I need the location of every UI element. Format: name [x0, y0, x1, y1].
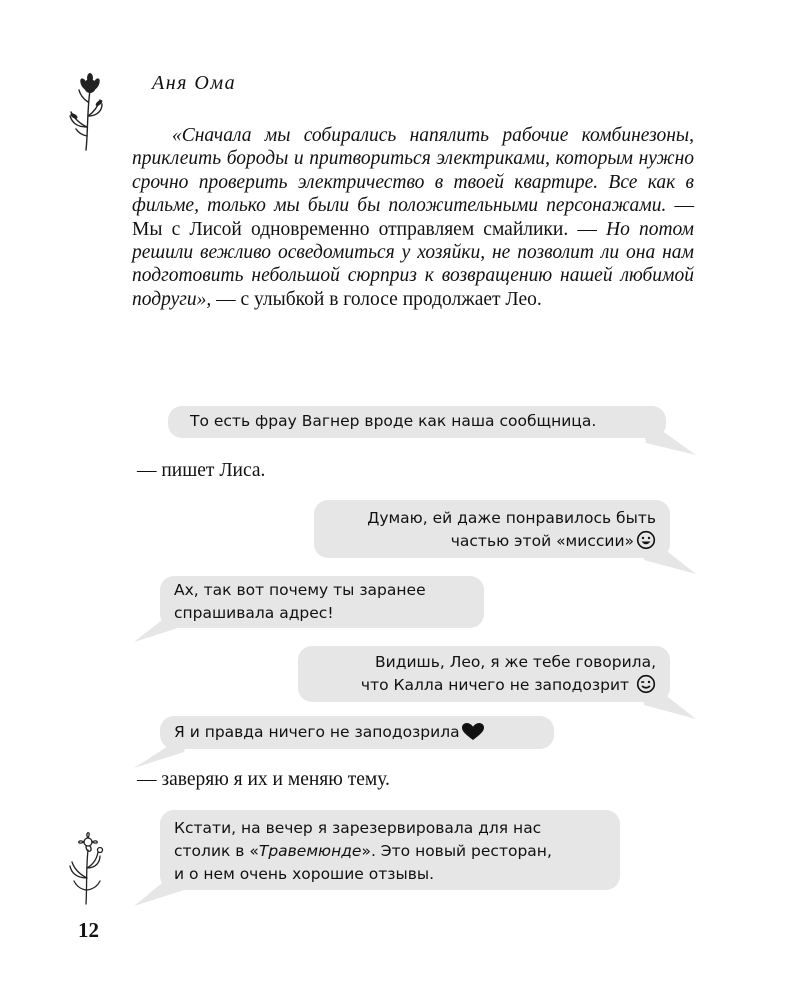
page-number: 12 — [78, 918, 99, 942]
message-bubble-6 — [160, 810, 620, 890]
message-text-line: столик в «Травемюнде». Это новый ресторан, — [174, 842, 552, 860]
prose-regular-2: — с улыбкой в голосе продолжает Лео. — [211, 288, 542, 310]
prose-regular-1: — Мы с Лисой одновременно отправляем смайлики. — — [132, 195, 694, 240]
narration-1: — пишет Лиса. — [137, 460, 266, 481]
message-bubble-1 — [168, 406, 666, 438]
narration-2: — заверяю я их и меняю тему. — [137, 769, 390, 790]
restaurant-name: Травемюнде — [258, 842, 362, 860]
wink-emoji-icon — [636, 674, 656, 701]
message-bubble-3 — [160, 576, 484, 628]
message-text-line: Думаю, ей даже понравилось быть — [367, 509, 656, 527]
message-text-line: Кстати, на вечер я зарезервировала для нас — [174, 819, 542, 837]
heart-icon — [462, 723, 484, 748]
message-text: Я и правда ничего не заподозрила — [174, 723, 460, 741]
message-bubble-5 — [160, 716, 554, 749]
message-text-line: Видишь, Лео, я же тебе говорила, — [375, 653, 656, 671]
message-text-line: Ах, так вот почему ты заранее — [174, 581, 426, 599]
message-text-line: и о нем очень хорошие отзывы. — [174, 865, 435, 883]
smile-emoji-icon — [636, 530, 656, 557]
message-text-line: спрашивала адрес! — [174, 604, 334, 622]
author-header: Аня Ома — [152, 72, 237, 94]
flower-sprig-icon — [64, 828, 110, 906]
prose-paragraph — [132, 124, 694, 311]
message-bubble-4 — [298, 646, 670, 702]
message-bubble-2 — [314, 500, 670, 558]
message-text-line: частью этой «миссии» — [450, 532, 634, 550]
prose-italic-1: «Сначала мы собирались напялить рабочие комбинезоны, приклеить бороды и притвориться электриками, которым нужно срочно проверить электричество в твоей квартире. Все как в фильме, только мы были бы положительными персонажами. — [132, 125, 694, 217]
message-text: То есть фрау Вагнер вроде как наша сообщница. — [190, 412, 597, 430]
message-text-line: что Калла ничего не заподозрит — [360, 676, 630, 694]
flower-sprig-icon — [62, 72, 112, 152]
prose-italic-2: Но потом решили вежливо осведомиться у хозяйки, не позволит ли она нам подготовить небольшой сюрприз к возвращению нашей любимой подруги», — [132, 218, 694, 310]
